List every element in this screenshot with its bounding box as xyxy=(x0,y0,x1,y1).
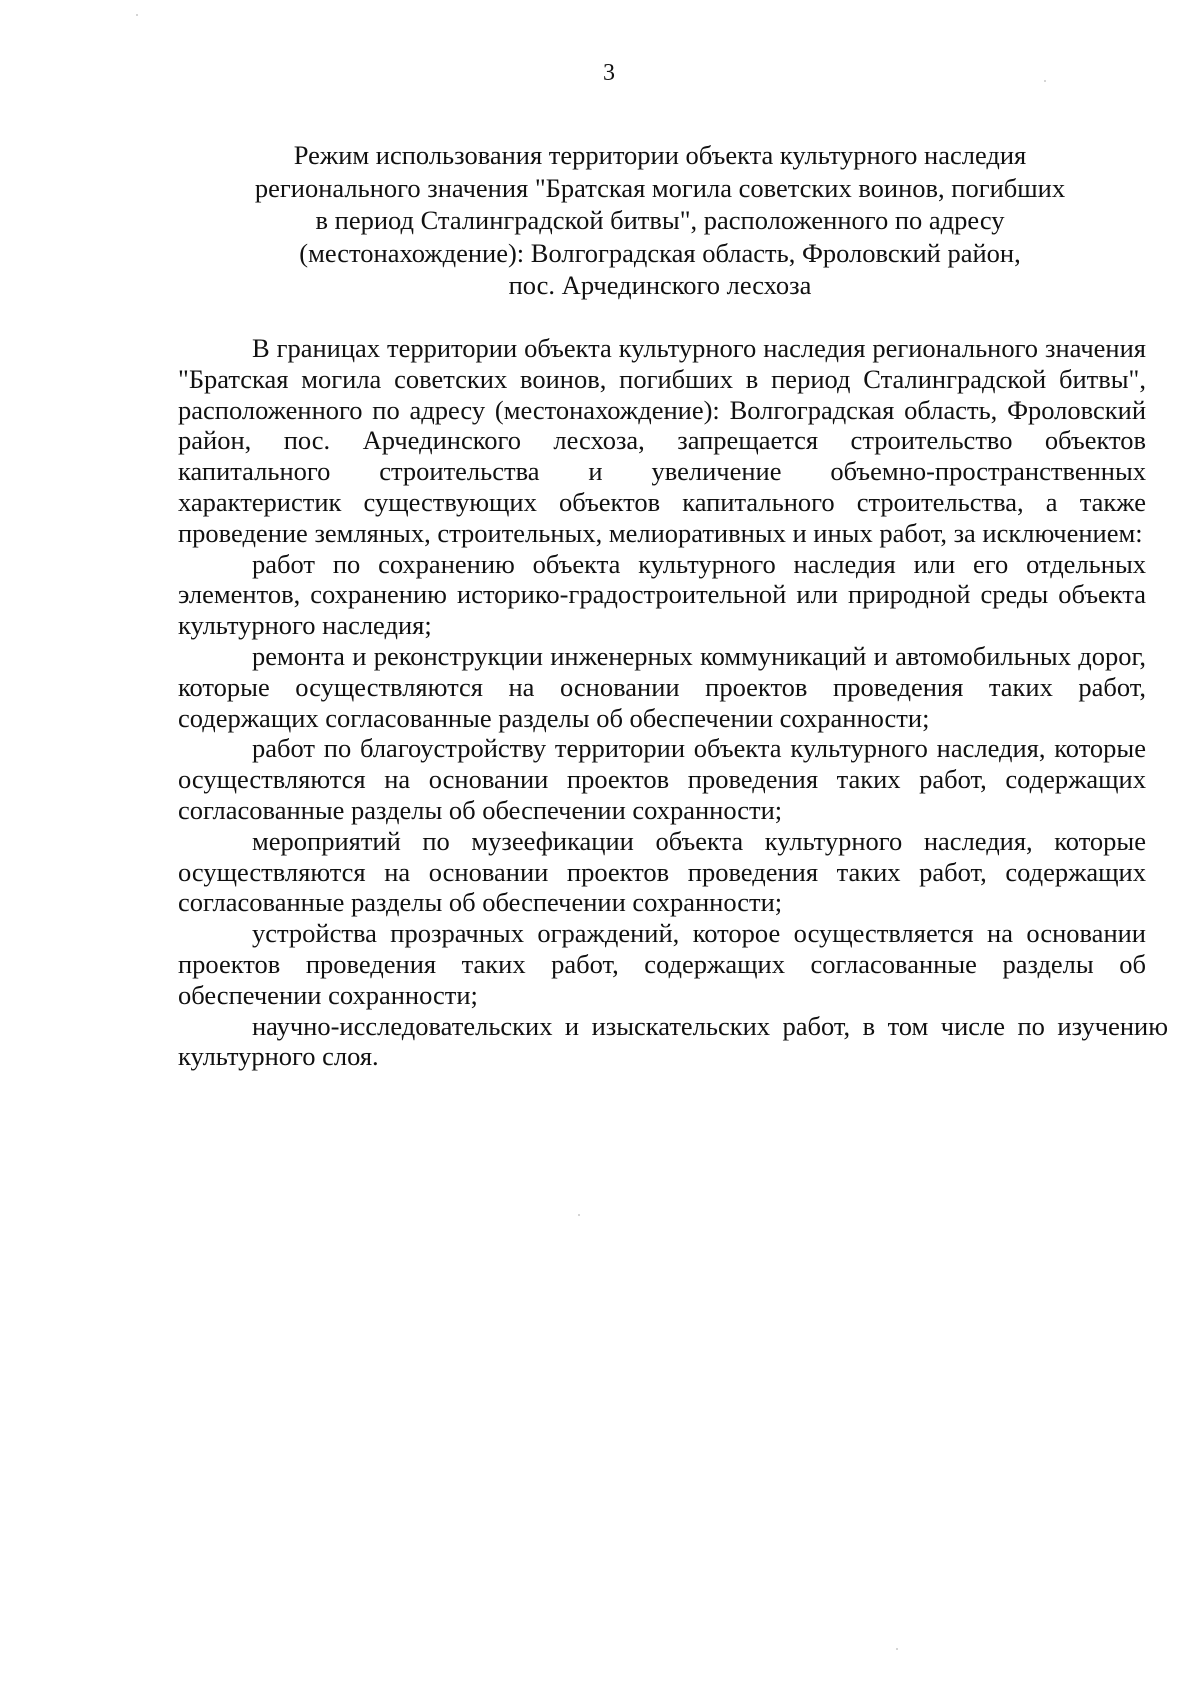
title-line: в период Сталинградской битвы", расположенного по адресу xyxy=(315,205,1005,235)
exception-item: ремонта и реконструкции инженерных коммуникаций и автомобильных дорог, которые осуществляются на основании проектов проведения таких работ, содержащих согласованные разделы об обеспечении сохранности; xyxy=(178,640,1146,733)
scan-speck xyxy=(578,1214,580,1216)
title-line: Режим использования территории объекта культурного наследия xyxy=(293,140,1027,170)
scan-speck xyxy=(896,1648,898,1650)
scan-speck xyxy=(136,14,138,16)
exception-item: мероприятий по музеефикации объекта культурного наследия, которые осуществляются на основании проектов проведения таких работ, содержащих согласованные разделы об обеспечении сохранности; xyxy=(178,825,1146,918)
title-line: пос. Арчединского лесхоза xyxy=(508,270,812,300)
title-line: (местонахождение): Волгоградская область, Фроловский район, xyxy=(299,237,1021,268)
body-paragraph-main: В границах территории объекта культурного наследия регионального значения "Братская могила советских воинов, погибших в период Сталинградской битвы", расположенного по адресу (местонахождение): Волгоградская область, Фроловский район, пос. Арчединского лесхоза, запрещается строительство объектов капитального строительства и увеличение объемно-пространственных характеристик существующих объектов капитального строительства, а также проведение земляных, строительных, мелиоративных и иных работ, за исключением: xyxy=(178,333,1146,548)
page-number: 3 xyxy=(603,60,615,86)
document-body xyxy=(178,333,1168,1072)
title-line: регионального значения "Братская могила советских воинов, погибших xyxy=(254,172,1066,203)
scan-speck xyxy=(1044,80,1046,82)
exception-item: работ по сохранению объекта культурного наследия или его отдельных элементов, сохранению историко-градостроительной или природной среды объекта культурного наследия; xyxy=(178,548,1146,641)
exception-item: устройства прозрачных ограждений, которое осуществляется на основании проектов проведения таких работ, содержащих согласованные разделы об обеспечении сохранности; xyxy=(178,918,1146,1010)
exception-item: научно-исследовательских и изыскательских работ, в том числе по изучению культурного слоя. xyxy=(178,1010,1168,1072)
document-title xyxy=(180,139,1140,302)
exception-item: работ по благоустройству территории объекта культурного наследия, которые осуществляются на основании проектов проведения таких работ, содержащих согласованные разделы об обеспечении сохранности; xyxy=(178,733,1146,825)
